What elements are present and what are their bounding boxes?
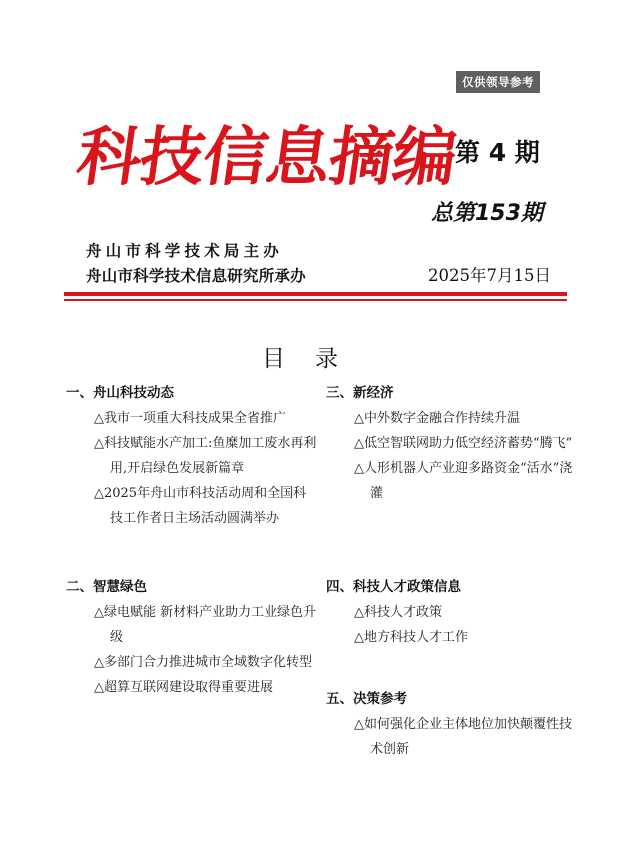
toc-item[interactable]: △如何强化企业主体地位加快颠覆性技术创新 <box>354 717 572 757</box>
toc-item[interactable]: △我市一项重大科技成果全省推广 <box>94 411 286 426</box>
toc-section-new-economy <box>326 380 574 506</box>
toc-section-title[interactable]: 五、决策参考 <box>326 691 407 707</box>
toc-item[interactable]: △科技赋能水产加工:鱼糜加工废水再利用,开启绿色发展新篇章 <box>94 436 317 476</box>
toc-section-title[interactable]: 一、舟山科技动态 <box>66 385 174 401</box>
toc-item[interactable]: △地方科技人才工作 <box>354 630 468 645</box>
toc-section-title[interactable]: 二、智慧绿色 <box>66 579 147 595</box>
total-issue-number: 总第153期 <box>431 201 543 226</box>
sponsor-line: 舟山市科学技术局主办 <box>86 242 284 260</box>
header-divider-thin <box>64 299 567 301</box>
toc-section-title[interactable]: 三、新经济 <box>326 385 394 401</box>
toc-title: 目录 <box>262 346 368 372</box>
toc-item[interactable]: △多部门合力推进城市全域数字化转型 <box>94 655 312 670</box>
toc-item[interactable]: △2025年舟山市科技活动周和全国科技工作者日主场活动圆满举办 <box>94 486 307 526</box>
toc-item[interactable]: △人形机器人产业迎多路资金“活水”浇灌 <box>354 461 573 501</box>
for-leadership-reference-badge: 仅供领导参考 <box>456 71 540 93</box>
publish-date: 2025年7月15日 <box>428 266 551 285</box>
masthead-title: 科技信息摘编 <box>72 120 461 195</box>
toc-item[interactable]: △科技人才政策 <box>354 605 442 620</box>
issue-number: 第 4 期 <box>455 138 540 167</box>
toc-section-zhoushan-news <box>66 380 318 531</box>
toc-item[interactable]: △超算互联网建设取得重要进展 <box>94 680 273 695</box>
toc-item[interactable]: △中外数字金融合作持续升温 <box>354 411 520 426</box>
toc-section-talent-policy <box>326 574 574 650</box>
organizer-line: 舟山市科学技术信息研究所承办 <box>86 267 306 285</box>
toc-item[interactable]: △低空智联网助力低空经济蓄势“腾飞” <box>354 436 573 451</box>
toc-section-smart-green <box>66 574 318 700</box>
header-divider-thick <box>64 292 567 296</box>
toc-section-decision-reference <box>326 686 574 762</box>
toc-section-title[interactable]: 四、科技人才政策信息 <box>326 579 461 595</box>
toc-item[interactable]: △绿电赋能 新材料产业助力工业绿色升级 <box>94 605 317 645</box>
